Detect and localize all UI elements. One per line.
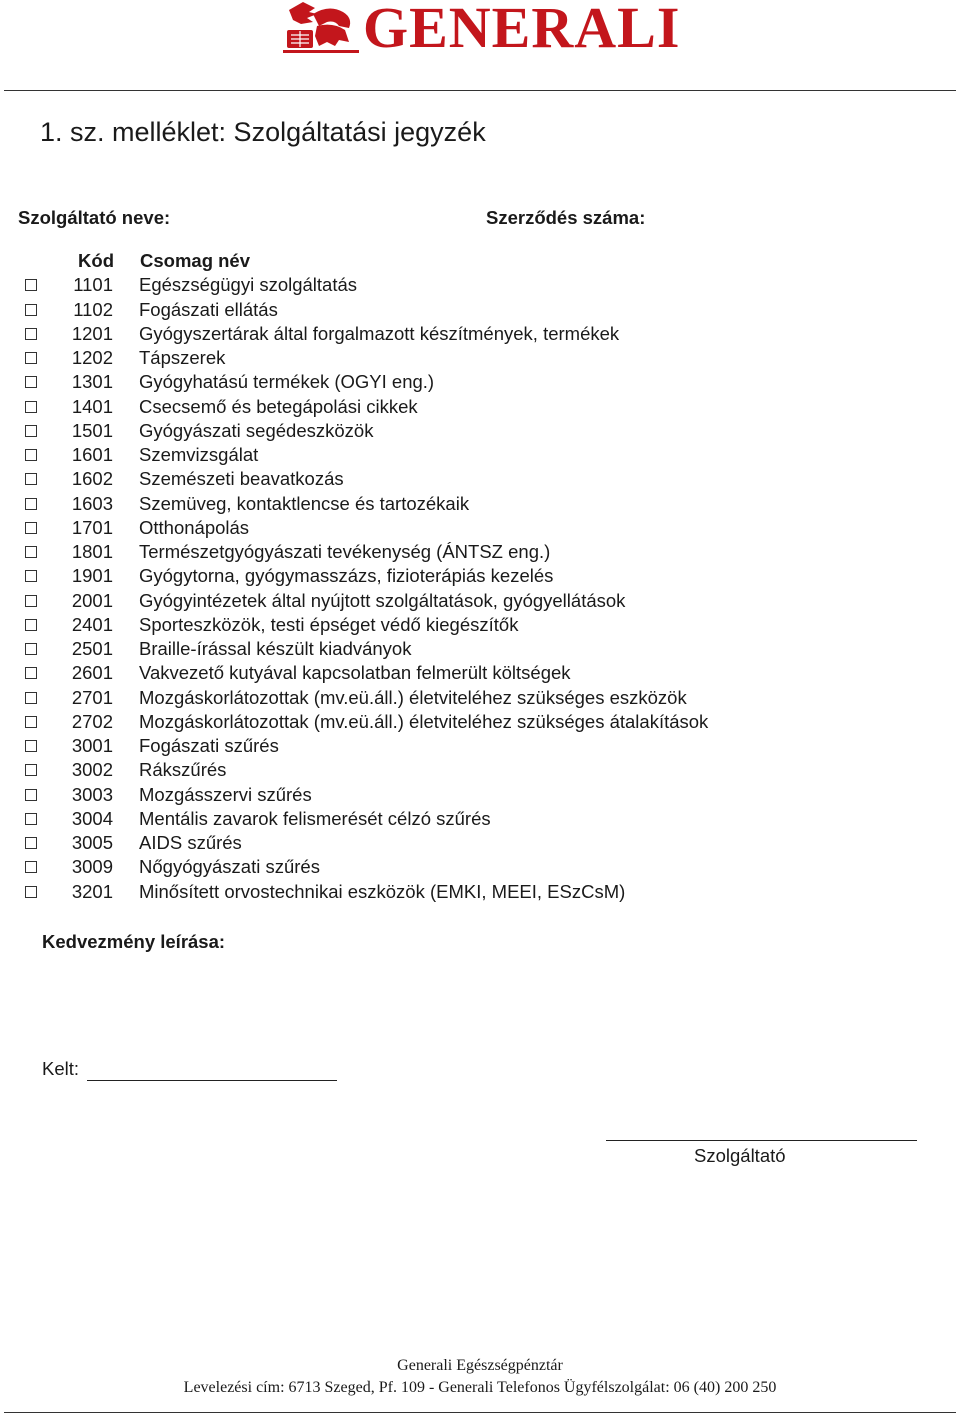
service-row xyxy=(24,783,924,807)
service-code: 3003 xyxy=(71,783,113,805)
service-code: 1601 xyxy=(71,444,113,466)
service-row xyxy=(24,661,924,685)
service-name: Gyógyászati segédeszközök xyxy=(139,419,374,441)
service-name: Gyógyhatású termékek (OGYI eng.) xyxy=(139,371,435,393)
service-name: Mozgáskorlátozottak (mv.eü.áll.) életviteléhez szükséges eszközök xyxy=(139,686,687,708)
service-name: Szemvizsgálat xyxy=(139,444,259,466)
service-name: Nőgyógyászati szűrés xyxy=(139,856,320,878)
service-checkbox[interactable] xyxy=(25,279,37,291)
service-name: Egészségügyi szolgáltatás xyxy=(139,274,358,296)
service-code: 3201 xyxy=(71,880,113,902)
date-label: Kelt: xyxy=(42,1058,80,1079)
service-checkbox[interactable] xyxy=(25,861,37,873)
service-checkbox[interactable] xyxy=(25,837,37,849)
service-row xyxy=(24,734,924,758)
service-row xyxy=(24,443,924,467)
service-checkbox[interactable] xyxy=(25,692,37,704)
service-row xyxy=(24,516,924,540)
service-name: Fogászati ellátás xyxy=(139,298,278,320)
service-row xyxy=(24,346,924,370)
service-name: Gyógytorna, gyógymasszázs, fizioterápiás kezelés xyxy=(139,565,554,587)
service-name: Gyógyszertárak által forgalmazott készítmények, termékek xyxy=(139,322,620,344)
service-row xyxy=(24,831,924,855)
service-checkbox[interactable] xyxy=(25,304,37,316)
service-code: 2601 xyxy=(71,662,113,684)
service-code: 1701 xyxy=(71,516,113,538)
service-name: Szemüveg, kontaktlencse és tartozékaik xyxy=(139,492,470,514)
service-name: Gyógyintézetek által nyújtott szolgáltatások, gyógyellátások xyxy=(139,589,626,611)
service-name: AIDS szűrés xyxy=(139,832,242,854)
service-checkbox[interactable] xyxy=(25,764,37,776)
service-name: Természetgyógyászati tevékenység (ÁNTSZ eng.) xyxy=(139,541,551,563)
service-row xyxy=(24,637,924,661)
service-row xyxy=(24,564,924,588)
service-row xyxy=(24,419,924,443)
page-title: 1. sz. melléklet: Szolgáltatási jegyzék xyxy=(40,117,486,147)
service-code: 1603 xyxy=(71,492,113,514)
service-row xyxy=(24,807,924,831)
service-checkbox[interactable] xyxy=(25,595,37,607)
service-checkbox[interactable] xyxy=(25,546,37,558)
service-name: Csecsemő és betegápolási cikkek xyxy=(139,395,418,417)
service-checkbox[interactable] xyxy=(25,473,37,485)
contract-number-label: Szerződés száma: xyxy=(486,207,646,228)
winged-lion-icon xyxy=(283,0,359,54)
service-code: 1102 xyxy=(73,298,113,320)
brand-name: GENERALI xyxy=(363,0,681,60)
service-row xyxy=(24,492,924,516)
footer-title: Generali Egészségpénztár xyxy=(397,1357,563,1374)
discount-description-label: Kedvezmény leírása: xyxy=(42,931,226,952)
service-row xyxy=(24,370,924,394)
service-code: 3004 xyxy=(71,807,113,829)
generali-logo xyxy=(283,0,681,60)
service-checkbox[interactable] xyxy=(25,328,37,340)
service-code: 1801 xyxy=(71,541,113,563)
service-row xyxy=(24,613,924,637)
service-name: Otthonápolás xyxy=(139,516,250,538)
date-field xyxy=(42,1057,337,1081)
service-name: Rákszűrés xyxy=(139,759,227,781)
service-checkbox[interactable] xyxy=(25,667,37,679)
service-row xyxy=(24,758,924,782)
service-checkbox[interactable] xyxy=(25,716,37,728)
service-checkbox[interactable] xyxy=(25,886,37,898)
service-code: 3002 xyxy=(71,759,113,781)
service-checkbox[interactable] xyxy=(25,352,37,364)
service-row xyxy=(24,540,924,564)
service-code: 1101 xyxy=(73,274,113,296)
service-row xyxy=(24,273,924,297)
signature-line[interactable] xyxy=(606,1140,917,1141)
service-row xyxy=(24,322,924,346)
code-column-header: Kód xyxy=(78,250,114,272)
name-column-header: Csomag név xyxy=(140,250,251,272)
service-code: 2702 xyxy=(71,710,113,732)
service-code: 2401 xyxy=(71,613,113,635)
service-code: 2501 xyxy=(71,638,113,660)
service-code: 3009 xyxy=(71,856,113,878)
service-checkbox[interactable] xyxy=(25,789,37,801)
service-name: Braille-írással készült kiadványok xyxy=(139,638,412,660)
service-name: Mozgásszervi szűrés xyxy=(139,783,312,805)
service-row xyxy=(24,298,924,322)
service-checkbox[interactable] xyxy=(25,376,37,388)
service-checkbox[interactable] xyxy=(25,425,37,437)
service-row xyxy=(24,467,924,491)
service-row xyxy=(24,855,924,879)
service-code: 1901 xyxy=(71,565,113,587)
service-code: 1401 xyxy=(71,395,113,417)
service-name: Sporteszközök, testi épséget védő kiegészítők xyxy=(139,613,519,635)
service-checkbox[interactable] xyxy=(25,522,37,534)
service-row xyxy=(24,880,924,904)
service-checkbox[interactable] xyxy=(25,570,37,582)
service-code: 1202 xyxy=(71,347,113,369)
service-code: 2701 xyxy=(71,686,113,708)
service-name: Szemészeti beavatkozás xyxy=(139,468,344,490)
service-name: Vakvezető kutyával kapcsolatban felmerült költségek xyxy=(139,662,571,684)
provider-name-label: Szolgáltató neve: xyxy=(18,207,171,228)
service-code: 1501 xyxy=(71,419,113,441)
service-row xyxy=(24,589,924,613)
service-checkbox[interactable] xyxy=(25,449,37,461)
service-code: 1602 xyxy=(71,468,113,490)
service-name: Fogászati szűrés xyxy=(139,735,279,757)
service-checkbox[interactable] xyxy=(25,813,37,825)
service-name: Tápszerek xyxy=(139,347,226,369)
service-row xyxy=(24,686,924,710)
service-name: Mentális zavarok felismerését célzó szűrés xyxy=(139,807,491,829)
service-checkbox[interactable] xyxy=(25,401,37,413)
service-row xyxy=(24,395,924,419)
header-divider xyxy=(4,90,956,91)
service-code: 3005 xyxy=(71,832,113,854)
service-checkbox[interactable] xyxy=(25,643,37,655)
footer-address: Levelezési cím: 6713 Szeged, Pf. 109 - Generali Telefonos Ügyfélszolgálat: 06 (40) 200 250 xyxy=(183,1379,777,1396)
service-code: 2001 xyxy=(71,589,113,611)
service-name: Minősített orvostechnikai eszközök (EMKI, MEEI, ESzCsM) xyxy=(139,880,626,902)
date-input-line[interactable] xyxy=(87,1062,337,1081)
service-checkbox[interactable] xyxy=(25,740,37,752)
service-name: Mozgáskorlátozottak (mv.eü.áll.) életviteléhez szükséges átalakítások xyxy=(139,710,709,732)
service-code: 1301 xyxy=(71,371,113,393)
service-row xyxy=(24,710,924,734)
service-checkbox[interactable] xyxy=(25,498,37,510)
service-list xyxy=(24,249,924,904)
service-code: 3001 xyxy=(71,735,113,757)
service-checkbox[interactable] xyxy=(25,619,37,631)
service-code: 1201 xyxy=(71,322,113,344)
service-list-header xyxy=(24,249,924,273)
footer-divider xyxy=(4,1412,956,1413)
signature-label: Szolgáltató xyxy=(694,1145,786,1166)
